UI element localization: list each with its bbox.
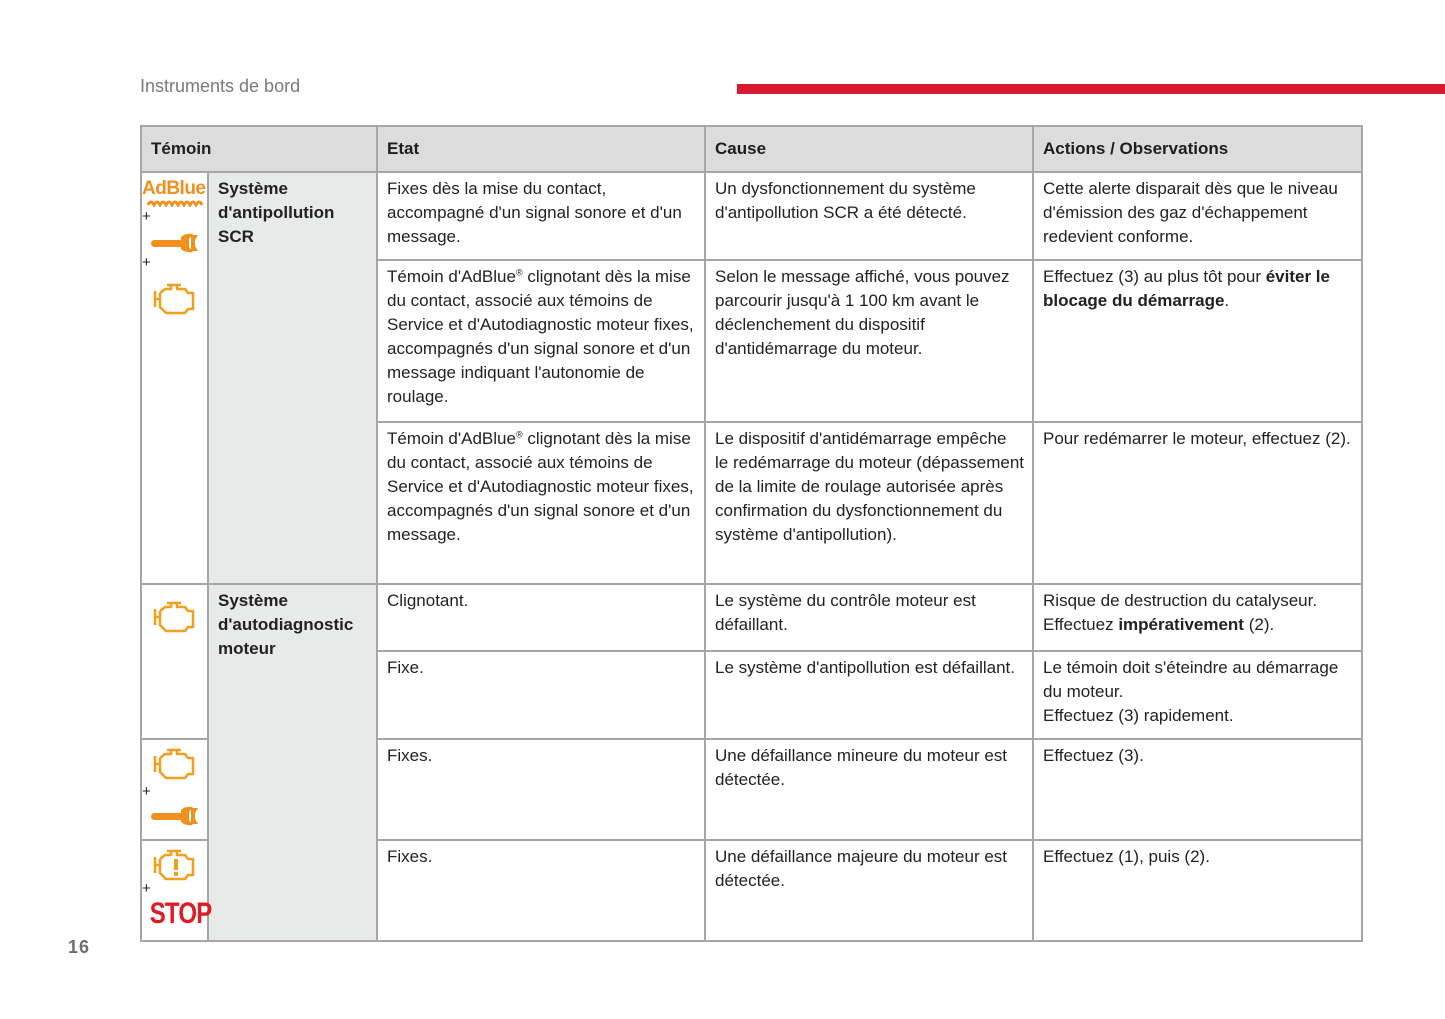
- header-etat: Etat: [377, 126, 705, 172]
- cause-cell: Le dispositif d'antidémarrage empêche le redémarrage du moteur (dépassement de la limite de roulage autorisée après confirmation du dysfonctionnement du système d'antipollution).: [705, 422, 1033, 584]
- action-text: Le témoin doit s'éteindre au démarrage du moteur.: [1043, 658, 1339, 701]
- adblue-label: AdBlue: [142, 178, 206, 199]
- action-emphasis: éviter le blocage du démarrage: [1043, 267, 1330, 310]
- page-number: 16: [68, 937, 91, 957]
- etat-text: Témoin d'AdBlue: [387, 267, 516, 286]
- engine-icon: [151, 281, 199, 317]
- wrench-icon: [151, 806, 199, 826]
- plus-sign: +: [142, 208, 151, 225]
- action-emphasis: impérativement: [1118, 615, 1244, 634]
- action-text: Effectuez (3) rapidement.: [1043, 706, 1234, 725]
- cause-cell: Une défaillance mineure du moteur est détectée.: [705, 739, 1033, 840]
- action-text: Effectuez (3) au plus tôt pour: [1043, 267, 1266, 286]
- engine-icon: [151, 599, 199, 635]
- action-cell: Effectuez (1), puis (2).: [1033, 840, 1362, 941]
- etat-cell: Fixe.: [377, 651, 705, 739]
- action-text: Risque de destruction du catalyseur.: [1043, 591, 1318, 610]
- cause-cell: Une défaillance majeure du moteur est détectée.: [705, 840, 1033, 941]
- etat-text: clignotant dès la mise du contact, associé aux témoins de Service et d'Autodiagnostic moteur fixes, accompagnés d'un signal sonore et d'un message.: [387, 429, 694, 544]
- plus-sign: +: [142, 783, 151, 800]
- plus-sign: +: [142, 254, 151, 271]
- warning-lights-table: [140, 125, 1363, 942]
- action-cell: [1033, 260, 1362, 422]
- engine-icon: [151, 746, 199, 782]
- engine-warning-icon: [151, 847, 199, 883]
- etat-cell: [377, 260, 705, 422]
- adblue-icon: [142, 179, 207, 207]
- action-cell: Cette alerte disparait dès que le niveau d'émission des gaz d'échappement redevient conforme.: [1033, 172, 1362, 260]
- running-head: Instruments de bord: [140, 76, 301, 96]
- action-cell: [1033, 651, 1362, 739]
- plus-sign: +: [142, 880, 151, 897]
- cause-cell: Le système du contrôle moteur est défaillant.: [705, 584, 1033, 651]
- table-header-row: [141, 126, 1362, 172]
- etat-cell: Fixes.: [377, 739, 705, 840]
- action-cell: Pour redémarrer le moteur, effectuez (2).: [1033, 422, 1362, 584]
- temoin-icons-autodiag: [141, 584, 208, 739]
- etat-cell: Clignotant.: [377, 584, 705, 651]
- action-text: Effectuez: [1043, 615, 1119, 634]
- header-actions: Actions / Observations: [1033, 126, 1362, 172]
- temoin-icons-minor: [141, 739, 208, 840]
- system-scr: Système d'antipollution SCR: [208, 172, 377, 584]
- action-cell: Effectuez (3).: [1033, 739, 1362, 840]
- wrench-icon: [151, 233, 199, 253]
- action-cell: [1033, 584, 1362, 651]
- registered-mark: ®: [515, 267, 523, 278]
- etat-cell: [377, 422, 705, 584]
- etat-cell: Fixes dès la mise du contact, accompagné d'un signal sonore et d'un message.: [377, 172, 705, 260]
- header-rule: [737, 84, 1445, 94]
- cause-cell: Le système d'antipollution est défaillant.: [705, 651, 1033, 739]
- stop-icon: STOP: [149, 897, 212, 930]
- system-autodiag: Système d'autodiagnostic moteur: [208, 584, 377, 941]
- action-text: .: [1224, 291, 1230, 310]
- action-text: (2).: [1243, 615, 1275, 634]
- etat-text: clignotant dès la mise du contact, associé aux témoins de Service et d'Autodiagnostic moteur fixes, accompagnés d'un signal sonore et d'un message indiquant l'autonomie de roulage.: [387, 267, 694, 406]
- adblue-wave-icon: [147, 199, 203, 207]
- registered-mark: ®: [515, 429, 523, 440]
- cause-cell: Selon le message affiché, vous pouvez parcourir jusqu'à 1 100 km avant le déclenchement du dispositif d'antidémarrage du moteur.: [705, 260, 1033, 422]
- table-row: [141, 584, 1362, 651]
- header-cause: Cause: [705, 126, 1033, 172]
- etat-cell: Fixes.: [377, 840, 705, 941]
- temoin-icons-major: [141, 840, 212, 941]
- temoin-icons-scr: [141, 172, 208, 584]
- header-temoin: Témoin: [141, 126, 377, 172]
- cause-cell: Un dysfonctionnement du système d'antipollution SCR a été détecté.: [705, 172, 1033, 260]
- etat-text: Témoin d'AdBlue: [387, 429, 516, 448]
- table-row: [141, 172, 1362, 260]
